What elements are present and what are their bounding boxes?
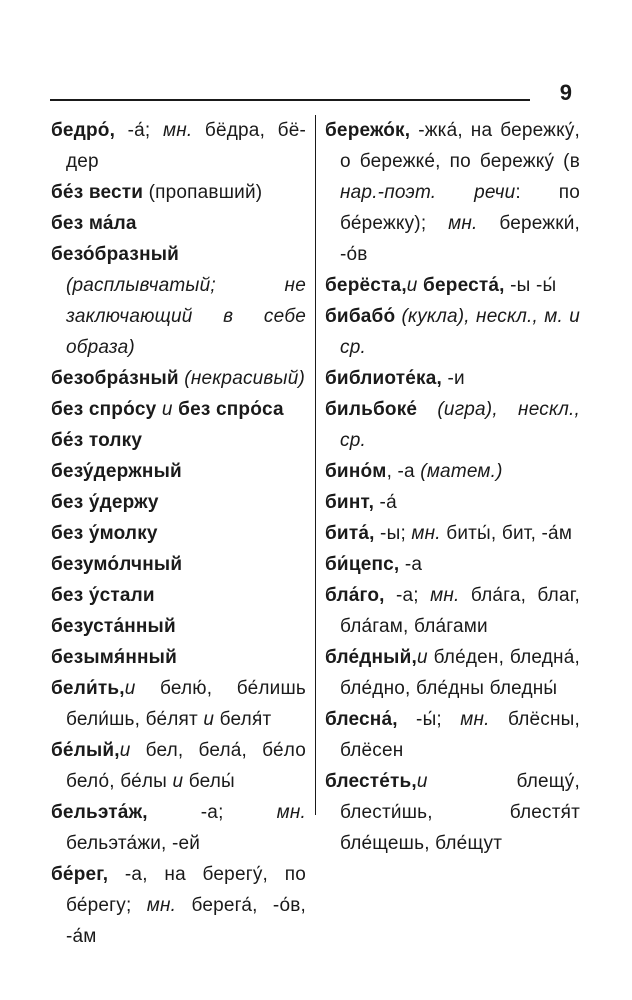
entry-note2: мн. (448, 213, 478, 234)
entry-head: бла́го, (325, 585, 385, 606)
dictionary-entry (325, 518, 580, 549)
entry-conj2: и (172, 771, 184, 792)
entry-tail: бле́щешь, бле́щут (340, 833, 503, 854)
dictionary-entry (325, 363, 580, 394)
entry-tail: блёсны, блёсен (340, 709, 580, 761)
dictionary-entry (325, 115, 580, 270)
entry-note: (игра), нескл., ср. (340, 399, 580, 451)
entry-rest: -ы; (374, 523, 412, 544)
entry-head: бильбоке́ (325, 399, 418, 420)
entry-tail: бёдра, бё-дер (66, 120, 306, 172)
entry-head: без у́стали (51, 585, 155, 606)
entry-head: бинт, (325, 492, 375, 513)
dictionary-entry (325, 580, 580, 642)
entry-tail: биты́, бит, -а́м (440, 523, 573, 544)
entry-rest: блещу́, блести́шь, блестя́т (340, 771, 580, 823)
entry-conj: и (124, 678, 136, 699)
entry-rest: (пропавший) (143, 182, 263, 203)
dictionary-entry (51, 239, 306, 363)
dictionary-entry (51, 208, 306, 239)
dictionary-entry (51, 611, 306, 642)
entry-head: библиоте́ка, (325, 368, 442, 389)
entry-head: блесна́, (325, 709, 398, 730)
entry-head: блесте́ть, (325, 771, 417, 792)
dictionary-entry (51, 177, 306, 208)
entry-note: мн. (411, 523, 441, 544)
entry-conj: и (416, 647, 428, 668)
dictionary-entry (51, 580, 306, 611)
entry-head: бе́з вести (51, 182, 144, 203)
entry-tail: бели́шь, бе́лят (66, 709, 204, 730)
dictionary-entry (325, 549, 580, 580)
entry-head: без спро́су (51, 399, 157, 420)
dictionary-entry (325, 270, 580, 301)
dictionary-entry (51, 549, 306, 580)
entry-rest: -ы́; (397, 709, 461, 730)
entry-conj2: и (203, 709, 215, 730)
entry-tail: бла́га, благ, бла́гам, бла́гами (340, 585, 580, 637)
entry-conj: и (406, 275, 418, 296)
entry-tail2: белы́ (183, 771, 235, 792)
entry-head: бита́, (325, 523, 375, 544)
entry-note: (кукла), нескл., м. и ср. (340, 306, 580, 358)
entry-tail: бельэта́жи, -ей (66, 833, 201, 854)
entry-conj: и (156, 399, 179, 420)
entry-head: безымя́нный (51, 647, 177, 668)
dictionary-entry (51, 487, 306, 518)
entry-head: безумо́лчный (51, 554, 183, 575)
entry-rest: -а; (147, 802, 277, 823)
dictionary-entry (51, 859, 306, 952)
entry-note: мн. (162, 120, 193, 141)
dictionary-entry (51, 115, 306, 177)
dictionary-entry (325, 301, 580, 363)
page-number: 9 (559, 80, 572, 105)
entry-head: бедро́, (51, 120, 116, 141)
entry-rest: -а́ (374, 492, 397, 513)
entry-tail: бледны́ (489, 678, 558, 699)
dictionary-entry (51, 518, 306, 549)
dictionary-entry (325, 642, 580, 704)
entry-head: берёста, (325, 275, 407, 296)
entry-head: бережо́к, (325, 120, 411, 141)
entry-rest: , -а (386, 461, 415, 482)
entry-head: бе́з толку (51, 430, 143, 451)
dictionary-entry (51, 363, 306, 394)
dictionary-entry (51, 394, 306, 425)
dictionary-entry (325, 766, 580, 859)
entry-conj: и (416, 771, 428, 792)
entry-head: безу́держный (51, 461, 182, 482)
entry-note: нар.-поэт. речи (340, 182, 516, 203)
entry-rest: бле́ден, бледна́, бле́дно, бле́дны (340, 647, 580, 699)
entry-head: безо́бразный (51, 244, 180, 265)
dictionary-entry (51, 425, 306, 456)
entry-rest: -ы (504, 275, 536, 296)
entry-note: (матем.) (414, 461, 503, 482)
header-rule (50, 99, 530, 101)
dictionary-entry (325, 704, 580, 766)
dictionary-entry (51, 456, 306, 487)
entry-rest: -жка́, на бережку́, о бережке́, по бережку́ (в (340, 120, 580, 172)
entry-head: бе́рег, (51, 864, 109, 885)
entry-note: мн. (460, 709, 490, 730)
entry-note: мн. (146, 895, 177, 916)
dictionary-entry (51, 642, 306, 673)
entry-tail2: бережки́, -о́в (340, 213, 580, 265)
dictionary-entry (325, 487, 580, 518)
dictionary-entry (325, 394, 580, 456)
entry-head: безобра́зный (51, 368, 179, 389)
entry-rest: -а (399, 554, 423, 575)
dictionary-entry (51, 797, 306, 859)
entry-rest: -и (442, 368, 465, 389)
entry-head: бибабо́ (325, 306, 396, 327)
entry-head: без ма́ла (51, 213, 137, 234)
entry-head: би́цепс, (325, 554, 400, 575)
entry-note: (расплывчатый; не заключающий в себе образа) (66, 275, 306, 358)
entry-rest: бел, бела́, бе́ло (130, 740, 306, 761)
column-divider (315, 115, 316, 815)
entry-rest: белю́, бе́лишь (135, 678, 306, 699)
entry-head: бино́м (325, 461, 387, 482)
dictionary-entry (51, 735, 306, 797)
entry-head: бе́лый, (51, 740, 120, 761)
entry-head: бле́дный, (325, 647, 417, 668)
left-column (51, 115, 306, 952)
entry-tail: бело́, бе́лы (66, 771, 173, 792)
entry-conj: и (119, 740, 131, 761)
entry-head2: береста́, (417, 275, 505, 296)
right-column (325, 115, 580, 859)
entry-rest: -а, на берегу́, по бе́регу; (66, 864, 306, 916)
entry-note: мн. (430, 585, 460, 606)
entry-head: без у́держу (51, 492, 159, 513)
entry-tail: берега́, -о́в, -а́м (66, 895, 306, 947)
entry-note: мн. (276, 802, 306, 823)
entry-head2: без спро́са (178, 399, 284, 420)
entry-tail2: беля́т (214, 709, 272, 730)
entry-tail: : по бе́режку); (340, 182, 580, 234)
entry-head: без у́молку (51, 523, 158, 544)
entry-rest: -а; (384, 585, 431, 606)
entry-head: бели́ть, (51, 678, 125, 699)
entry-head: бельэта́ж, (51, 802, 148, 823)
entry-tail: -ы́ (535, 275, 557, 296)
dictionary-entry (51, 673, 306, 735)
entry-note: (некрасивый) (178, 368, 306, 389)
entry-head: безуста́нный (51, 616, 176, 637)
dictionary-entry (325, 456, 580, 487)
entry-rest: -а́; (115, 120, 163, 141)
